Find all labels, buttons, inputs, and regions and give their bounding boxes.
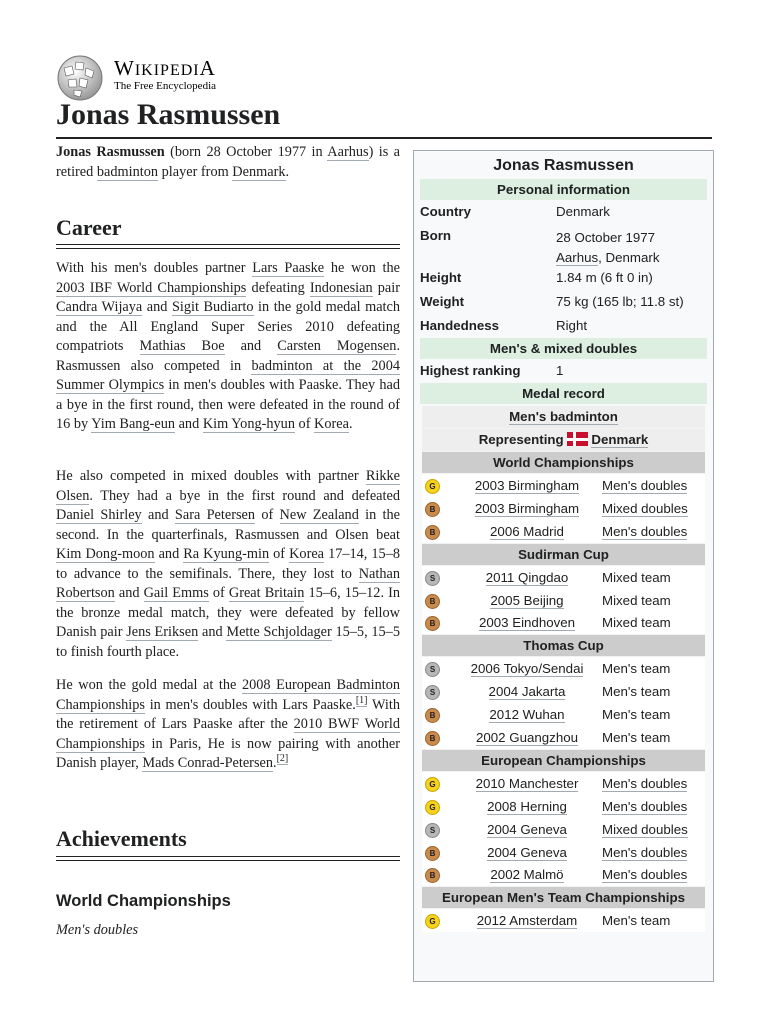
link-2010-bwf-world-championships[interactable]: 2010 BWF World Championships (56, 716, 400, 752)
infobox-title: Jonas Rasmussen (493, 157, 634, 174)
silver-medal-icon: S (425, 571, 440, 586)
link-lars-paaske[interactable]: Lars Paaske (252, 260, 325, 276)
link-badminton[interactable]: badminton (96, 163, 159, 180)
intro-paragraph: Jonas Rasmussen (born 28 October 1977 in Aarhus) is a retired badminton player from Denmark. (56, 144, 401, 180)
medal-row (422, 657, 705, 680)
medal-row (422, 611, 705, 634)
link-2003-ibf-world-championships[interactable]: 2003 IBF World Championships (56, 279, 247, 296)
medal-event-link[interactable]: 2003 Birmingham (474, 478, 580, 493)
link-candra-wijaya[interactable]: Candra Wijaya (56, 299, 143, 315)
bronze-medal-icon: B (425, 594, 440, 609)
medal-event-link[interactable]: 2002 Guangzhou (475, 730, 579, 746)
link-gail-emms[interactable]: Gail Emms (143, 585, 209, 601)
medal-event-link[interactable]: 2011 Qingdao (485, 569, 569, 585)
wikipedia-logo[interactable] (56, 54, 316, 100)
medal-event-link[interactable]: 2005 Beijing (490, 592, 564, 608)
medal-event-link[interactable]: 2004 Geneva (487, 821, 567, 837)
medal-row (422, 818, 705, 841)
career-paragraph-3: He won the gold medal at the 2008 European Badminton Championships in men's doubles with Lars Paaske.[1] With the retirement of Lars Paaske after the 2010 BWF World Championships in Paris, He is now pairing with another Danish player, Mads Conrad-Petersen.[2] (56, 677, 401, 771)
world-championships-subheading: World Championships (56, 892, 231, 910)
link-daniel-shirley[interactable]: Daniel Shirley (56, 507, 142, 523)
link-carsten-mogensen[interactable]: Carsten Mogensen (277, 338, 397, 354)
medal-event-link[interactable]: 2012 Amsterdam (476, 913, 578, 929)
link-ra-kyung-min[interactable]: Ra Kyung-min (183, 546, 270, 562)
medal-section-header: European Championships (422, 750, 705, 771)
medal-event-link[interactable]: 2004 Geneva (487, 844, 567, 860)
link-korea[interactable]: Korea (314, 416, 349, 432)
gold-medal-icon: G (425, 479, 440, 494)
medal-representing-row: Representing Denmark (422, 429, 705, 451)
medal-category: Men's team (602, 661, 671, 677)
link-denmark[interactable]: Denmark (232, 163, 286, 180)
medal-row (422, 497, 705, 520)
medal-row (422, 589, 705, 612)
medal-row (422, 863, 705, 886)
medal-section-header: European Men's Team Championships (422, 887, 705, 908)
medal-category: Men's team (602, 913, 671, 929)
bronze-medal-icon: B (425, 868, 440, 883)
link-aarhus[interactable]: Aarhus (327, 144, 369, 160)
medal-category[interactable]: Mixed doubles (602, 821, 688, 837)
medal-row (422, 680, 705, 703)
link-mens-badminton[interactable]: Men's badminton (509, 409, 618, 424)
medal-sections (422, 452, 705, 932)
medal-record-header: Medal record (420, 383, 707, 404)
link-kim-yong-hyun[interactable]: Kim Yong-hyun (202, 416, 295, 432)
career-paragraph-1: With his men's doubles partner Lars Paaske he won the 2003 IBF World Championships defeating Indonesian pair Candra Wijaya and Sigit Budiarto in the gold medal match and the All England Super Series 2010 defeating compatriots Mathias Boe and Carsten Mogensen. Rasmussen also competed in badminton at the 2004 Summer Olympics in men's doubles with Paaske. They had a bye in the first round, then were defeated in the round of 16 by Yim Bang-eun and Kim Yong-hyun of Korea. (56, 260, 401, 432)
medal-row (422, 772, 705, 795)
link-mathias-boe[interactable]: Mathias Boe (139, 338, 225, 354)
link-rikke-olsen[interactable]: Rikke Olsen (56, 468, 400, 504)
bronze-medal-icon: B (425, 616, 440, 631)
career-paragraph-2: He also competed in mixed doubles with partner Rikke Olsen. They had a bye in the first round and defeated Daniel Shirley and Sara Petersen of New Zealand in the second. In the quarterfinals, Rasmussen and Olsen beat Kim Dong-moon and Ra Kyung-min of Korea 17–14, 15–8 to advance to the semifinals. There, they lost to Nathan Robertson and Gail Emms of Great Britain 15–6, 15–12. In the bronze medal match, they were defeated by fellow Danish pair Jens Eriksen and Mette Schjoldager 15–5, 15–5 to finish fourth place. (56, 468, 401, 660)
medal-table (422, 406, 705, 932)
page-title: Jonas Rasmussen (56, 98, 281, 131)
silver-medal-icon: S (425, 662, 440, 677)
infobox-row-highest-ranking: Highest ranking 1 (420, 363, 564, 378)
medal-section-header: Thomas Cup (422, 635, 705, 656)
medal-category: Mixed team (602, 592, 671, 608)
bronze-medal-icon: B (425, 708, 440, 723)
medal-row (422, 474, 705, 497)
medal-category[interactable]: Men's doubles (602, 775, 688, 791)
reference-1[interactable]: [1] (355, 694, 368, 706)
link-sigit-budiarto[interactable]: Sigit Budiarto (171, 299, 254, 315)
medal-event-link[interactable]: 2012 Wuhan (489, 707, 565, 723)
personal-information-header: Personal information (420, 179, 707, 200)
link-new-zealand[interactable]: New Zealand (279, 507, 359, 523)
medal-event-link[interactable]: 2003 Birmingham (474, 500, 580, 516)
medal-row (422, 909, 705, 932)
bronze-medal-icon: B (425, 502, 440, 517)
achievements-divider (56, 856, 400, 861)
medal-category: Men's team (602, 730, 671, 746)
medal-category[interactable]: Men's doubles (602, 844, 688, 860)
link-mette-schjoldager[interactable]: Mette Schjoldager (226, 624, 332, 640)
gold-medal-icon: G (425, 777, 440, 792)
wikipedia-wordmark: WIKIPEDIA (114, 56, 216, 80)
medal-event-link[interactable]: 2003 Eindhoven (478, 615, 576, 631)
infobox-row-height: Height 1.84 m (6 ft 0 in) (420, 270, 653, 285)
medal-event-link[interactable]: 2008 Herning (487, 798, 567, 814)
medal-row (422, 520, 705, 543)
medal-row (422, 726, 705, 749)
mens-doubles-caption: Men's doubles (56, 922, 139, 938)
medal-category[interactable]: Men's doubles (602, 478, 688, 493)
bronze-medal-icon: B (425, 846, 440, 861)
medal-row (422, 703, 705, 726)
medal-row (422, 841, 705, 864)
silver-medal-icon: S (425, 685, 440, 700)
link-kim-dong-moon[interactable]: Kim Dong-moon (56, 546, 155, 562)
career-divider (56, 244, 400, 249)
medal-event-link[interactable]: 2002 Malmö (490, 867, 564, 883)
denmark-flag-icon (567, 432, 588, 446)
link-indonesian[interactable]: Indonesian (309, 279, 373, 296)
medal-section-header: World Championships (422, 452, 705, 473)
link-yim-bang-eun[interactable]: Yim Bang-eun (91, 416, 176, 432)
medal-category[interactable]: Men's doubles (602, 523, 688, 539)
link-mads-conrad-petersen[interactable]: Mads Conrad-Petersen (142, 755, 274, 771)
medal-section-header: Sudirman Cup (422, 544, 705, 565)
medal-sport-row (422, 406, 705, 428)
infobox-row-born: Born 28 October 1977 Aarhus, Denmark (420, 228, 660, 265)
bronze-medal-icon: B (425, 525, 440, 540)
link-sara-petersen[interactable]: Sara Petersen (174, 507, 256, 523)
achievements-heading: Achievements (56, 826, 187, 851)
link-denmark-infobox[interactable]: Denmark (591, 432, 649, 447)
wikipedia-globe-icon (56, 54, 104, 102)
gold-medal-icon: G (425, 800, 440, 815)
silver-medal-icon: S (425, 823, 440, 838)
medal-event-link[interactable]: 2006 Tokyo/Sendai (470, 661, 584, 677)
medal-event-link[interactable]: 2004 Jakarta (488, 684, 566, 700)
link-2008-european-championships[interactable]: 2008 European Badminton Championships (56, 677, 401, 713)
link-great-britain[interactable]: Great Britain (228, 585, 305, 601)
infobox-row-country: Country Denmark (420, 204, 610, 219)
medal-category: Mixed team (602, 615, 671, 631)
infobox (413, 150, 714, 982)
medal-category[interactable]: Mixed doubles (602, 500, 688, 516)
medal-category: Men's team (602, 707, 671, 723)
medal-category[interactable]: Men's doubles (602, 798, 688, 814)
link-aarhus-infobox[interactable]: Aarhus (556, 250, 599, 265)
reference-2[interactable]: [2] (276, 753, 289, 765)
infobox-row-handedness: Handedness Right (420, 318, 588, 333)
medal-category: Men's team (602, 684, 671, 700)
infobox-row-weight: Weight 75 kg (165 lb; 11.8 st) (420, 294, 684, 309)
medal-event-link[interactable]: 2006 Madrid (490, 523, 564, 539)
link-jens-eriksen[interactable]: Jens Eriksen (126, 624, 199, 640)
medal-row (422, 566, 705, 589)
link-badminton-2004-olympics[interactable]: badminton at the 2004 Summer Olympics (56, 357, 400, 393)
link-nathan-robertson[interactable]: Nathan Robertson (56, 565, 400, 601)
medal-event-link[interactable]: 2010 Manchester (475, 775, 579, 791)
gold-medal-icon: G (425, 914, 440, 929)
wikipedia-tagline: The Free Encyclopedia (114, 80, 217, 92)
doubles-header: Men's & mixed doubles (420, 338, 707, 359)
medal-category: Mixed team (602, 569, 671, 585)
link-korea-2[interactable]: Korea (289, 546, 325, 562)
medal-row (422, 795, 705, 818)
title-divider (56, 137, 712, 139)
bronze-medal-icon: B (425, 731, 440, 746)
medal-category[interactable]: Men's doubles (602, 867, 688, 883)
career-heading: Career (56, 215, 122, 240)
